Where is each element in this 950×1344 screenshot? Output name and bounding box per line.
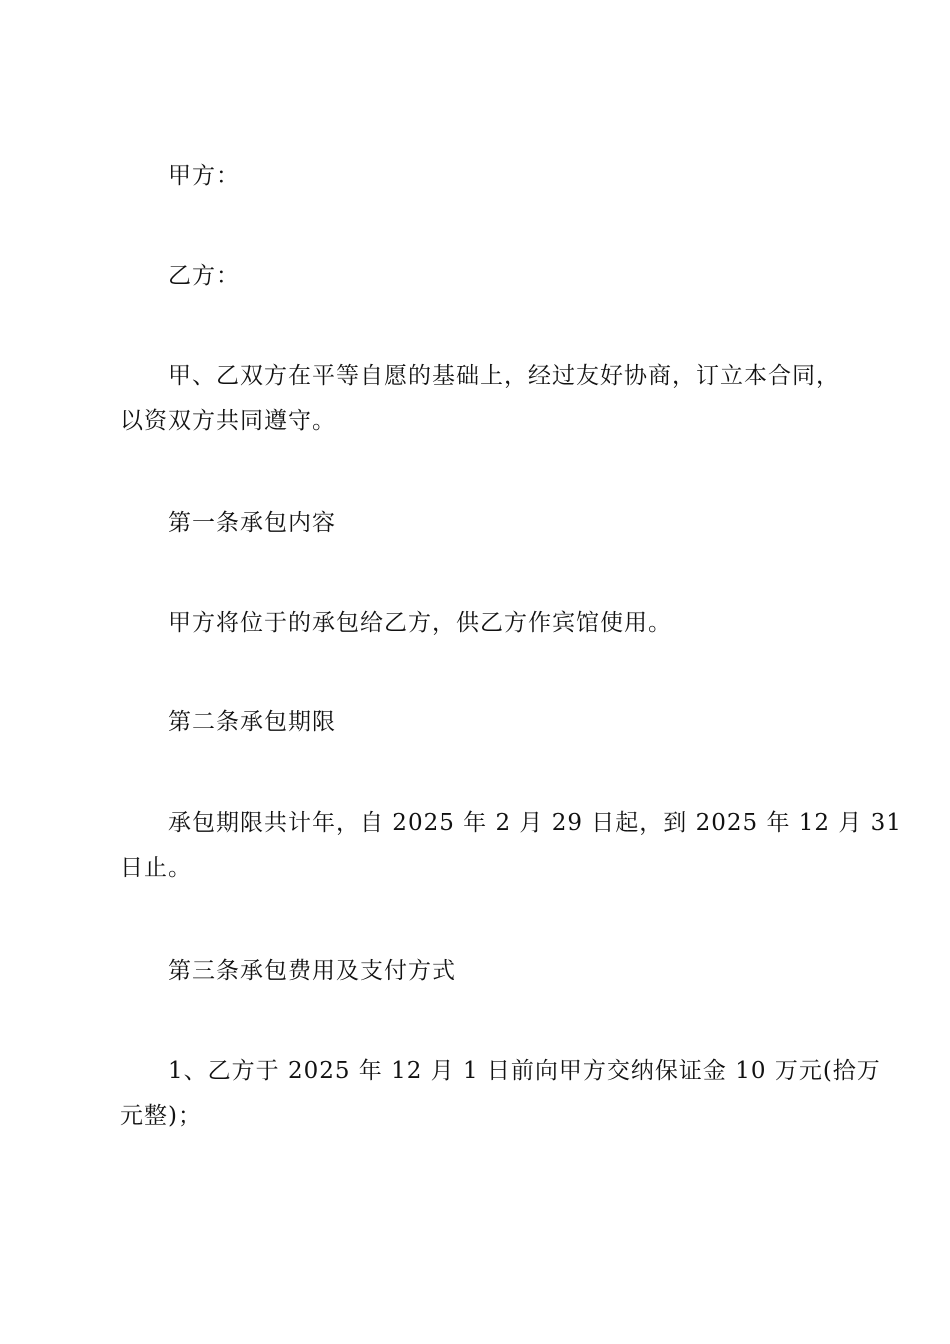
preamble-line-2: 以资双方共同遵守。 xyxy=(120,408,336,434)
article-1-paragraph xyxy=(120,601,840,646)
party-b-line xyxy=(120,254,840,299)
party-a-line xyxy=(120,154,840,199)
preamble-paragraph xyxy=(120,354,840,444)
party-a-label: 甲方： xyxy=(168,163,240,189)
article-1-heading xyxy=(120,501,840,546)
party-b-label: 乙方： xyxy=(168,263,240,289)
preamble-line-1: 甲、乙双方在平等自愿的基础上，经过友好协商，订立本合同， xyxy=(168,363,840,389)
article-1-body: 甲方将位于的承包给乙方，供乙方作宾馆使用。 xyxy=(168,610,672,636)
article-2-body-line-1: 承包期限共计年，自 2025 年 2 月 29 日起，到 2025 年 12 月 31 xyxy=(168,810,902,836)
article-1-title: 第一条承包内容 xyxy=(168,510,336,536)
article-3-heading xyxy=(120,949,840,994)
article-3-item-1-line-2: 元整)； xyxy=(120,1103,202,1129)
article-2-title: 第二条承包期限 xyxy=(168,709,336,735)
article-3-item-1 xyxy=(120,1049,881,1139)
article-2-paragraph xyxy=(120,801,902,891)
article-2-heading xyxy=(120,700,840,745)
article-3-item-1-line-1: 1、乙方于 2025 年 12 月 1 日前向甲方交纳保证金 10 万元(拾万 xyxy=(168,1058,881,1084)
article-2-body-line-2: 日止。 xyxy=(120,855,192,881)
article-3-title: 第三条承包费用及支付方式 xyxy=(168,958,456,984)
